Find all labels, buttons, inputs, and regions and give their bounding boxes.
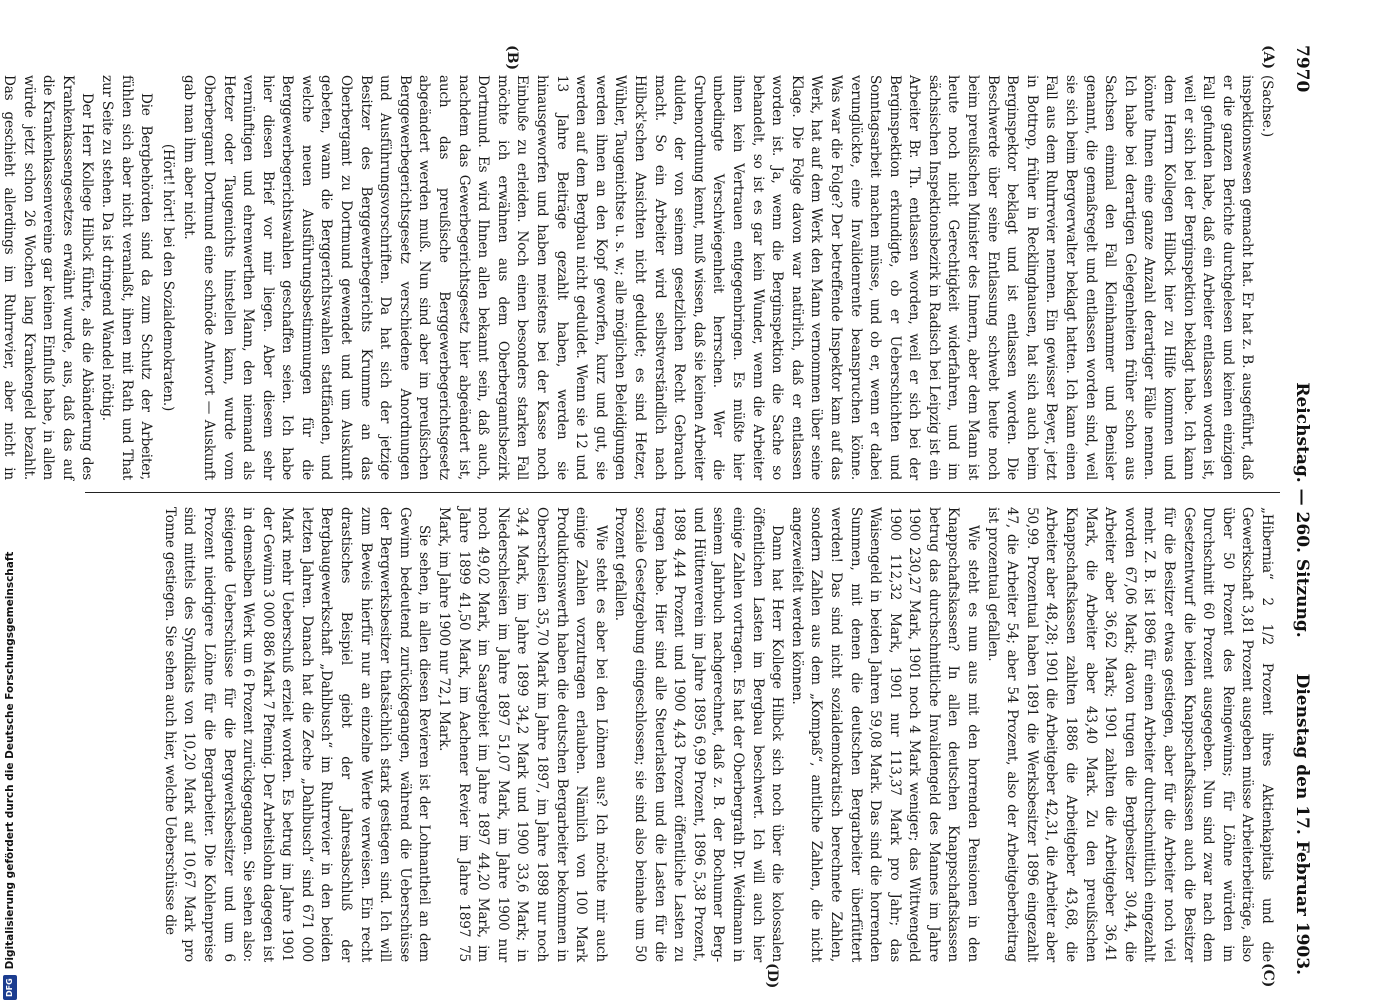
paragraph: Wie steht es aber bei den Löhnen aus? Ich möchte mir auch einige Zahlen vorzutragen erlauben. Nämlich von 100 Mark Produktionswerth haben die deutschen Bergarbeiter bekommen in Oberschlesien 35,70 Mark im Jahre 1897, im Jahre 1898 nur noch 34,4 Mark, im Jahre 1899 34,2 Mark und 1900 33,6 Mark; in Niederschlesien im Jahre 1897 51,07 Mark, im Jahre 1900 nur noch 49,02 Mark, im Saargebiet im Jahre 1897 44,20 Mark, im Jahre 1899 41,50 Mark, im Aachener Revier im Jahre 1897 75 Mark, im Jahre 1900 nur 72,1 Mark. — [436, 507, 609, 962]
left-column — [1, 75, 1276, 480]
right-column — [80, 507, 1276, 962]
dfg-logo: DFG — [3, 975, 17, 1000]
page-header — [1284, 45, 1320, 975]
margin-marker-c: (C) — [1260, 963, 1276, 988]
paragraph: Sie sehen, in allen diesen Revieren ist der Lohnantheil an dem Gewinn bedeutend zurückgegangen, während die Ueberschüsse der Bergwerksbesitzer thatsächlich stark gestiegen sind. Ich will zum Beweis hierfür nur an einzelne Werte verweisen. Ein recht drastisches Beispiel giebt der Jahresabschluß der Bergbaugewerkschaft „Dahlbusch“ im Ruhrrevier in den beiden letzten Jahren. Danach hat die Zeche „Dahlbusch“ sind 671 000 Mark mehr Ueberschuß erzielt worden. Es betrug im Jahre 1901 der Gewinn 3 000 886 Mark 7 Pfennig. Der Arbeitslohn dagegen ist in demselben Werk um 6 Prozent zurückgegangen. Sie sehen also: steigende Ueberschüsse für die Bergwerksbesitzer und um 6 Prozent niedrigere Löhne für die Bergarbeiter. Die Kohlenpreise sind mittels des Syndikats von 10,20 Mark auf 10,67 Mark pro Tonne gestiegen. Sie sehen auch hier, welche Ueberschüsse die — [161, 507, 433, 962]
digitization-footer — [0, 0, 20, 1000]
paragraph: „Hibernia“ 2 1/2 Prozent ihres Aktienkapitals und die Gewerkschaft 3,81 Prozent ausgeben müsse Arbeiterbeiträge, also über 50 Prozent des Reingewinns; für Löhne würden im Durchschnitt 60 Prozent ausgegeben. Nun sind zwar nach dem Gesetzentwurf die beiden Knappschaftskassen auch die Besitzer für die Besitzer etwas gestiegen, aber für die Arbeiter noch viel mehr. Z. B. ist 1896 für einen Arbeiter durchschnittlich eingezahlt worden 67,06 Mark; davon trugen die Bergbesitzer 30,44, die Arbeiter aber 36,62 Mark; 1901 zahlten die Arbeitgeber 36,41 Mark, die Arbeiter aber 43,40 Mark. Zu den preußischen Knappschaftskassen zahlten 1886 die Arbeitgeber 43,68, die Arbeiter aber 48,28; 1901 die Arbeitgeber 42,31, die Arbeiter aber 50,99. Prozentual haben 1891 die Werksbesitzer 1896 eingezahlt 47, die Arbeiter 54; aber 54 Prozent, also der Arbeitgeberbeitrag ist prozentual gefallen. — [984, 507, 1275, 962]
speaker-label: (Sachse.) — [1259, 75, 1275, 137]
page-title: Reichstag. — 260. Sitzung. — [1292, 382, 1312, 638]
margin-marker-d: (D) — [764, 963, 780, 989]
column-divider — [85, 492, 1280, 493]
paragraph: Die Bergbehörden sind da zum Schutz der Arbeiter, fühlen sich aber nicht veranlaßt, ihnen mit Rath und That zur Seite zu stehen. Da ist dringend Wandel nöthig. — [98, 75, 155, 480]
margin-marker-b: (B) — [504, 45, 520, 71]
page-number: 7970 — [1292, 45, 1312, 93]
footer-text: Digitalisierung gefördert durch die Deutsche Forschungsgemeinschaft — [4, 551, 16, 970]
session-date: Dienstag den 17. Februar 1903. — [1292, 673, 1312, 975]
interjection: (Hört! hört! bei den Sozialdemokraten.) — [159, 143, 176, 412]
margin-marker-a: (A) — [1260, 45, 1276, 70]
paragraph: Der Herr Kollege Hilbck führte, als die Abänderung des Krankenkassengesetzes erwähnt wurde, aus, daß das auf die Krankenkassenvereine gar keinen Einfluß habe, in allen würde jetzt schon 26 Wochen lang Krankengeld bezahlt. Das geschieht allerdings im Ruhrrevier, aber nicht in — [1, 75, 96, 480]
paragraph: Dann hat Herr Kollege Hilbck sich noch über die kolossalen öffentlichen Lasten im Bergbau beschwert. Ich will auch hier einige Zahlen vortragen. Es hat der Oberbergrath Dr. Weidmann in seinem Jahrbuch nachgerechnet, daß z. B. der Bochumer Berg- und Hüttenverein im Jahre 1895 6,99 Prozent, 1896 5,38 Prozent, 1898 4,44 Prozent und 1900 4,43 Prozent öffentliche Lasten zu tragen habe. Hier sind alle Steuerlasten und die Lasten für die soziale Gesetzgebung eingeschlossen; sie sind also beinahe um 50 Prozent gefallen. — [612, 507, 786, 962]
paragraph: Wie steht es nun aus mit den horrenden Pensionen in den Knappschaftskassen? In allen deutschen Knappschaftskassen betrug das durchschnittliche Invalidengeld des Mannes im Jahre 1900 230,27 Mark, 1901 noch 4 Mark weniger; das Wittwengeld 1900 112,32 Mark, 1901 nur 113,37 Mark pro Jahr; das Waisengeld in beiden Jahren 59,08 Mark. Das sind die horrenden Summen, mit denen die deutschen Bergarbeiter überfüttert werden! Das sind nicht sozialdemokratisch berechnete Zahlen, sondern Zahlen aus dem „Kompaß“, amtliche Zahlen, die nicht angezweifelt werden können. — [788, 507, 982, 962]
paragraph: inspektionswesen gemacht hat. Er hat z. B. ausgeführt, daß er die ganzen Berichte durchgelesen und keinen einzigen Fall gefunden habe, daß ein Arbeiter entlassen worden ist, weil er sich bei der Berginspektion beklagt habe. Ich kann dem Herrn Kollegen Hilbck hier zu Hilfe kommen und könnte Ihnen eine ganze Anzahl derartiger Fälle nennen. Ich habe bei derartigen Gelegenheiten früher schon aus Sachsen einmal den Fall Kleinhammer und Benisler genannt, die gemaßregelt und entlassen worden sind, weil sie sich beim Bergverwalter beklagt hatten. Ich kann einen Fall aus dem Ruhrrevier nennen. Ein gewisser Beyer, jetzt in Bottrop, früher in Recklinghausen, hat sich auch beim Berginspektor beklagt und ist entlassen worden. Die Beschwerde über seine Entlassung schwebt heute noch beim preußischen Minister des Innern, aber dem Mann ist heute noch nicht Gerechtigkeit widerfahren, und im sächsischen Inspektionsbezirk in Radisch bei Leipzig ist ein Arbeiter Br. Th. entlassen worden, weil er sich bei der Berginspektion erkundigte, ob er Ueberschichten und Sonntagsarbeit machen müsse, und ob er, wenn er dabei verunglückte, eine Invalidenrente beanspruchen könne. Was war die Folge? Der betreffende Inspektor kam auf das Werk, hat auf dem Werk den Mann vernommen über seine Klage. Die Folge davon war natürlich, daß er entlassen worden ist. Ja, wenn die Berginspektion die Sache so behandelt, so ist es gar kein Wunder, wenn die Arbeiter ihnen kein Vertrauen entgegenbringen. Es müßte hier unbedingte Verschwiegenheit herrschen. Wer die Grubenordnung kennt, muß wissen, daß sie keinen Arbeiter dulden, der von seinem gesetzlichen Recht Gebrauch macht. So ein Arbeiter wird selbstverständlich nach Hilbck'schen Ansichten nicht geduldet; es sind Hetzer, Wühler, Taugenichtse u. s. w.; alle möglichen Beleidigungen werden ihnen an den Kopf geworfen, kurz und gut, sie werden auf dem Bergbau nicht geduldet. Wenn sie 12 und 13 Jahre Beiträge gezahlt haben, werden sie hinausgeworfen und haben meistens bei der Kasse noch Einbuße zu erleiden. Noch einen besonders starken Fall möchte ich erwähnen aus dem Oberbergamtsbezirk Dortmund. Es wird Ihnen allen bekannt sein, daß auch, nachdem das Gewerbegerichtsgesetz hier abgeändert ist, auch das preußische Berggewerbegerichtsgesetz abgeändert werden muß. Nun sind aber im preußischen Berggewerbegerichtsgesetz verschiedene Anordnungen und Ausführungsvorschriften. Da hat sich der jetzige Besitzer des Berggewerbegerichts Krumme an das Oberbergamt zu Dortmund gewendet und um Auskunft gebeten, wann die Berggerichtswahlen stattfänden, und welche neuen Ausführungsbestimmungen für die Berggewerbegerichtswahlen geschaffen seien. Ich habe hier diesen Brief vor mir liegen. Aber diesem sehr vernünftigen und ehrenwerthen Mann, den niemand als Hetzer oder Taugenichts hinstellen kann, wurde vom Oberbergamt Dortmund eine schnöde Antwort — Auskunft gab man ihm aber nicht. — [181, 75, 1256, 480]
